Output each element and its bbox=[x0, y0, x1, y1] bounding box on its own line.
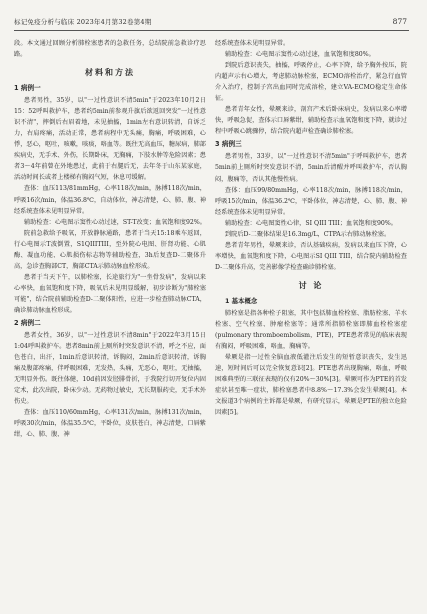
case-one-exam: 查体：血压113/81mmHg，心率118次/min，脉搏118次/min，呼吸16次/min，体温36.8℃，自动体位，神志清楚，心、肺、腹、神经系统查体未见明显异常。 bbox=[14, 185, 206, 215]
case-three-exam: 查体：血压99/80mmHg，心率118次/min，脉搏118次/min，呼吸15次/min，体温36.2℃，平卧体位，神志清楚，心、肺、腹、神经系统查体未见明显异常。 bbox=[215, 186, 407, 216]
case-one-aux: 辅助检查：心电图示窦性心动过速，ST-T改变；血氧饱和度92%。 bbox=[23, 218, 206, 226]
case-one-history: 患者男性，35岁，以"一过性意识不清5min"于2023年10月2日15：52呼叫救护车，患者约5min前参观升旗后欲返回突发"一过性意识不清"，摔倒后右眉着地，未见抽搐，1min左右意识转清，自诉乏力，右肩疼痛，活动正常，患者病程中无头痛，胸痛，呼吸困难，心悸，恶心，呕吐，咳嗽，咳痰，咯血等。既往无高血压，糖尿病，肺部疾病史，无手术、外伤，长期卧床，无胸痛，下肢水肿等危险因素；患者3～4年前曾在外地患过，此前于右腿后无，去年冬于山东某家庭，活动时间长或者上楼梯有胸闷气短，休息可缓解。 bbox=[14, 97, 206, 182]
case-two-heading: 2 病例二 bbox=[14, 319, 41, 328]
case-three-history: 患者男性，33岁，以"一过性意识不清5min"于呼叫救护车，患者5min前上厕所时突发意识不清，5min后清醒并呼叫救护车，否认胸闷，腹痛等，否认其他慢性病。 bbox=[215, 153, 407, 183]
case-one-course: 院前急救给予吸氧，开放静脉通路，患者于当天15:18乘车返回，行心电图示T波倒置，S1QIIITIII，至外院心电图、肝肾功能、心肌酶、凝血功能、心肌损伤标志物等辅助检查，3h后复查D-二聚体升高，急诊查胸部CT，胸部CTA示肺动脉血栓形成。 bbox=[14, 229, 206, 270]
case-two-exam-cont: 经系统查体未见明显异常。 bbox=[215, 40, 290, 47]
case-three-heading: 3 病例三 bbox=[215, 140, 242, 149]
case-two-summary: 患者青年女性，晕厥来诊，剖宫产术后卧床病史，发病以来心率增快，呼吸急促，查体示口唇紫绀，辅助检查示血氧饱和度下降，就诊过程中呼吸心跳骤停，结合院内超声检查确诊肺栓塞。 bbox=[215, 106, 407, 136]
section-title-discussion: 讨 论 bbox=[298, 280, 324, 290]
discussion-paragraph-1: 肺栓塞是指各种栓子阻塞，其中包括肺血栓栓塞、脂肪栓塞、羊水栓塞、空气栓塞、肿瘤栓塞等；通常所指肺栓塞即肺血栓栓塞症(pulmonary thromboembolism，PTE)，PTE患者常见的临床表现有胸闷，呼吸困难，咯血，胸痛等。 bbox=[215, 309, 407, 351]
case-one-summary: 患者于当天下午，以肺栓塞，长途旅行为"一坐骨发病"，发病以来心率快，血氧饱和度下降，吸氧后未见明显缓解，初步诊断为"肺栓塞可能"，结合院前辅助检查D-二聚体阳性，应进一步检查肺动脉CTA，确诊肺动脉血栓形成。 bbox=[14, 273, 206, 314]
case-three-summary: 患者青年男性，晕厥来诊，否认基础疾病，发病以来血压下降，心率增快，血氧饱和度下降，心电图示SI QIII TIII，结合院内辅助检查D-二聚体升高，完善影像学检查确诊肺栓塞。 bbox=[215, 241, 407, 271]
page-header bbox=[0, 0, 427, 40]
right-column bbox=[215, 38, 407, 418]
case-three-aux: 辅助检查：心电图窦性心律，SI QIII TIII；血氧饱和度90%。 bbox=[224, 219, 397, 227]
intro-paragraph: 段。本文通过回顾分析肺栓塞患者的急救任务，总结院前急救诊疗思路。 bbox=[14, 40, 206, 59]
page-number: 877 bbox=[392, 17, 407, 26]
section-title-methods: 材料和方法 bbox=[85, 68, 135, 78]
basic-concept-heading: 1 基本概念 bbox=[225, 296, 258, 305]
case-two-aux: 辅助检查：心电图示窦性心动过速，血氧饱和度80%。 bbox=[224, 51, 375, 59]
header-rule bbox=[14, 30, 409, 31]
case-one-heading: 1 病例一 bbox=[14, 84, 41, 93]
case-two-history: 患者女性，36岁，以"一过性意识不清8min"于2022年3月15日1:04呼叫救护车。患者8min前上厕所时突发意识不清，呼之不应，面色苍白，出汗，1min后意识转清，诉胸闷，2min后意识转清，诉胸痛及腹部疼痛，伴呼吸困难，无发热，头痛，无恶心，呕吐，无抽搐，无明显外伤。既往体健，10d前因发胫腓骨折，于我院行切开复位内固定术，此次出院，卧床少动。无药物过敏史，无长期服药史，无手术外伤史。 bbox=[14, 332, 206, 406]
case-two-exam: 查体：血压110/60mmHg，心率131次/min，脉搏131次/min，呼吸30次/min，体温35.5℃，平卧位，皮肤苍白，神志清楚，口唇紫绀，心、肺、腹、神 bbox=[14, 409, 206, 439]
case-two-course: 到院后意识丧失，抽搐，呼吸停止，心率下降，给予胸外按压，院内超声示右心增大，考虑肺动脉栓塞，ECMO溶栓治疗，紧急行血管介入治疗，控制子宫出血同时完成溶栓，建立VA-ECMO稳定生命体征。 bbox=[215, 62, 407, 103]
case-three-course: 到院后D-二聚体结果是16.3mg/L，CTPA示右肺动脉栓塞。 bbox=[224, 230, 391, 238]
discussion-paragraph-2: 晕厥是指一过性全脑血液低灌注后发生的短暂意识丧失，发生迅速，短时间后可以完全恢复意识[2]。PTE患者出现胸痛，咯血，呼吸困难典型的三联征表现的仅有20%～30%[3]。晕厥可作为PTE的首发症状甚至唯一症状，肺栓塞患者中8.8%～17.3%会发生晕厥[4]。本文报道3个病例的主诉都是晕厥，有研究显示，晕厥是PTE的独立危险因素[5]。 bbox=[215, 354, 407, 417]
left-column bbox=[14, 38, 206, 441]
journal-title: 标记免疫分析与临床 2023年4月第32卷第4期 bbox=[14, 18, 152, 26]
